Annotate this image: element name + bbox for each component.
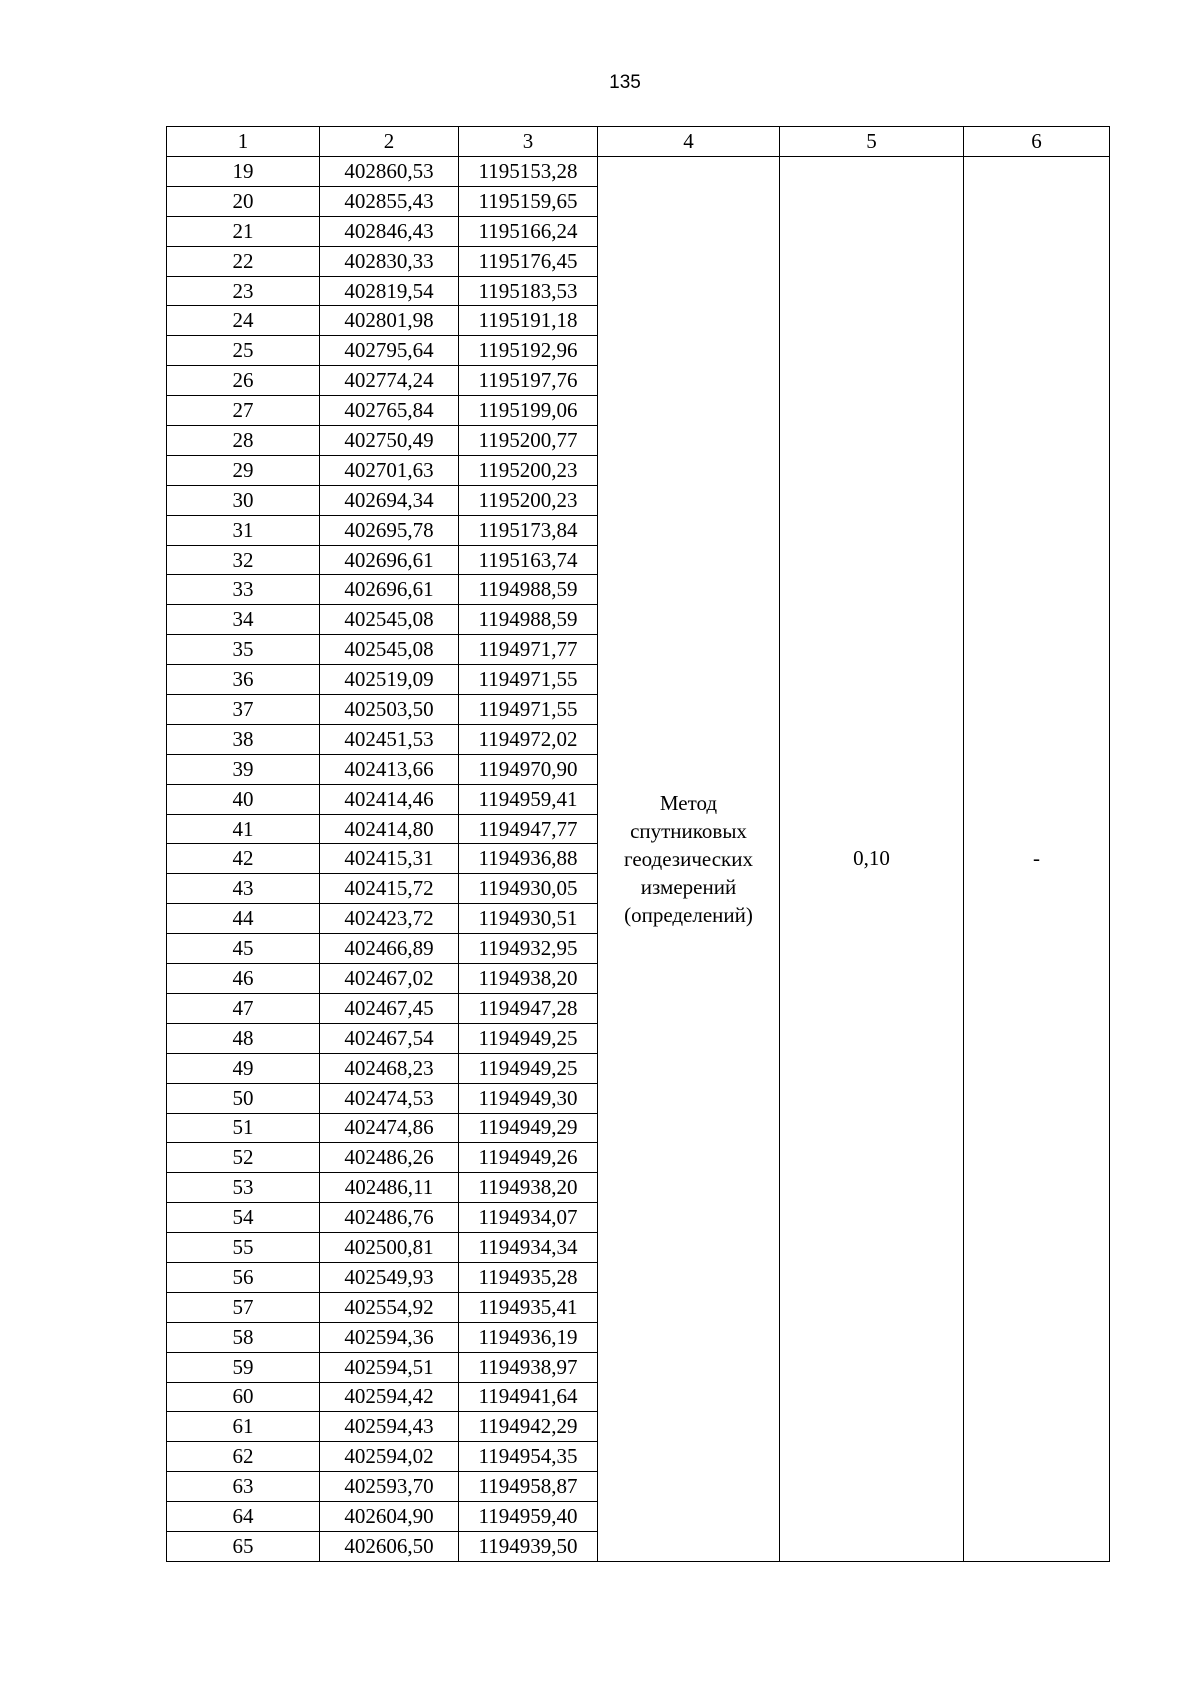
header-cell-4: 4 xyxy=(598,127,780,157)
point-number-cell: 32 xyxy=(167,545,320,575)
coordinate-y-cell: 1194942,29 xyxy=(459,1412,598,1442)
point-number-cell: 65 xyxy=(167,1531,320,1561)
coordinate-y-cell: 1194936,19 xyxy=(459,1322,598,1352)
coordinate-y-cell: 1195163,74 xyxy=(459,545,598,575)
coordinate-x-cell: 402549,93 xyxy=(320,1262,459,1292)
coordinate-x-cell: 402451,53 xyxy=(320,724,459,754)
coordinate-y-cell: 1194935,28 xyxy=(459,1262,598,1292)
coordinate-x-cell: 402554,92 xyxy=(320,1292,459,1322)
coordinate-x-cell: 402503,50 xyxy=(320,695,459,725)
coordinate-x-cell: 402486,11 xyxy=(320,1173,459,1203)
coordinate-x-cell: 402415,31 xyxy=(320,844,459,874)
point-number-cell: 53 xyxy=(167,1173,320,1203)
coordinate-y-cell: 1195200,77 xyxy=(459,426,598,456)
point-number-cell: 34 xyxy=(167,605,320,635)
method-line: Метод xyxy=(659,790,718,815)
accuracy-cell: 0,10 xyxy=(780,157,964,1562)
point-number-cell: 40 xyxy=(167,784,320,814)
point-number-cell: 58 xyxy=(167,1322,320,1352)
point-number-cell: 44 xyxy=(167,904,320,934)
point-number-cell: 22 xyxy=(167,246,320,276)
coordinate-y-cell: 1194938,20 xyxy=(459,1173,598,1203)
coordinate-x-cell: 402500,81 xyxy=(320,1233,459,1263)
header-cell-5: 5 xyxy=(780,127,964,157)
page-number: 135 xyxy=(609,72,641,93)
point-number-cell: 64 xyxy=(167,1502,320,1532)
coordinate-x-cell: 402819,54 xyxy=(320,276,459,306)
coordinate-y-cell: 1195153,28 xyxy=(459,157,598,187)
point-number-cell: 41 xyxy=(167,814,320,844)
coordinate-x-cell: 402594,02 xyxy=(320,1442,459,1472)
coordinate-x-cell: 402423,72 xyxy=(320,904,459,934)
coordinate-y-cell: 1194939,50 xyxy=(459,1531,598,1561)
coordinate-y-cell: 1194932,95 xyxy=(459,934,598,964)
coordinate-y-cell: 1195199,06 xyxy=(459,396,598,426)
point-number-cell: 57 xyxy=(167,1292,320,1322)
point-number-cell: 25 xyxy=(167,336,320,366)
coordinate-x-cell: 402774,24 xyxy=(320,366,459,396)
point-number-cell: 43 xyxy=(167,874,320,904)
coordinate-y-cell: 1194949,25 xyxy=(459,1053,598,1083)
point-number-cell: 45 xyxy=(167,934,320,964)
point-number-cell: 59 xyxy=(167,1352,320,1382)
point-number-cell: 63 xyxy=(167,1472,320,1502)
point-number-cell: 26 xyxy=(167,366,320,396)
coordinate-y-cell: 1194988,59 xyxy=(459,575,598,605)
coordinates-table xyxy=(166,126,1110,1562)
coordinate-x-cell: 402860,53 xyxy=(320,157,459,187)
point-number-cell: 33 xyxy=(167,575,320,605)
coordinate-y-cell: 1194949,26 xyxy=(459,1143,598,1173)
point-number-cell: 56 xyxy=(167,1262,320,1292)
coordinate-y-cell: 1194949,25 xyxy=(459,1023,598,1053)
point-number-cell: 52 xyxy=(167,1143,320,1173)
coordinate-x-cell: 402545,08 xyxy=(320,605,459,635)
point-number-cell: 35 xyxy=(167,635,320,665)
coordinate-x-cell: 402750,49 xyxy=(320,426,459,456)
point-number-cell: 48 xyxy=(167,1023,320,1053)
point-number-cell: 23 xyxy=(167,276,320,306)
coordinate-y-cell: 1195200,23 xyxy=(459,485,598,515)
coordinate-y-cell: 1194954,35 xyxy=(459,1442,598,1472)
column-6-cell: - xyxy=(964,157,1110,1562)
coordinate-y-cell: 1194947,77 xyxy=(459,814,598,844)
coordinate-x-cell: 402696,61 xyxy=(320,545,459,575)
point-number-cell: 28 xyxy=(167,426,320,456)
coordinate-y-cell: 1194959,41 xyxy=(459,784,598,814)
point-number-cell: 49 xyxy=(167,1053,320,1083)
coordinate-y-cell: 1194988,59 xyxy=(459,605,598,635)
coordinate-y-cell: 1194970,90 xyxy=(459,754,598,784)
coordinate-x-cell: 402604,90 xyxy=(320,1502,459,1532)
coordinate-y-cell: 1194938,20 xyxy=(459,964,598,994)
coordinate-x-cell: 402846,43 xyxy=(320,216,459,246)
coordinate-y-cell: 1194959,40 xyxy=(459,1502,598,1532)
point-number-cell: 47 xyxy=(167,993,320,1023)
coordinate-x-cell: 402606,50 xyxy=(320,1531,459,1561)
point-number-cell: 20 xyxy=(167,186,320,216)
coordinate-x-cell: 402594,51 xyxy=(320,1352,459,1382)
coordinate-y-cell: 1194971,55 xyxy=(459,665,598,695)
method-cell xyxy=(598,157,780,1562)
coordinate-x-cell: 402486,76 xyxy=(320,1203,459,1233)
coordinate-x-cell: 402696,61 xyxy=(320,575,459,605)
point-number-cell: 61 xyxy=(167,1412,320,1442)
coordinate-y-cell: 1195176,45 xyxy=(459,246,598,276)
coordinate-x-cell: 402467,54 xyxy=(320,1023,459,1053)
coordinate-y-cell: 1194958,87 xyxy=(459,1472,598,1502)
point-number-cell: 51 xyxy=(167,1113,320,1143)
coordinate-x-cell: 402593,70 xyxy=(320,1472,459,1502)
coordinate-x-cell: 402795,64 xyxy=(320,336,459,366)
coordinate-x-cell: 402474,53 xyxy=(320,1083,459,1113)
coordinate-x-cell: 402468,23 xyxy=(320,1053,459,1083)
point-number-cell: 46 xyxy=(167,964,320,994)
point-number-cell: 54 xyxy=(167,1203,320,1233)
coordinate-y-cell: 1194938,97 xyxy=(459,1352,598,1382)
coordinate-x-cell: 402486,26 xyxy=(320,1143,459,1173)
coordinate-x-cell: 402594,36 xyxy=(320,1322,459,1352)
point-number-cell: 31 xyxy=(167,515,320,545)
header-cell-6: 6 xyxy=(964,127,1110,157)
coordinate-y-cell: 1194971,77 xyxy=(459,635,598,665)
coordinate-x-cell: 402830,33 xyxy=(320,246,459,276)
coordinate-x-cell: 402474,86 xyxy=(320,1113,459,1143)
coordinate-x-cell: 402467,02 xyxy=(320,964,459,994)
point-number-cell: 36 xyxy=(167,665,320,695)
point-number-cell: 30 xyxy=(167,485,320,515)
point-number-cell: 62 xyxy=(167,1442,320,1472)
point-number-cell: 29 xyxy=(167,455,320,485)
coordinate-x-cell: 402801,98 xyxy=(320,306,459,336)
coordinate-y-cell: 1195183,53 xyxy=(459,276,598,306)
coordinate-y-cell: 1194949,30 xyxy=(459,1083,598,1113)
point-number-cell: 42 xyxy=(167,844,320,874)
coordinate-x-cell: 402466,89 xyxy=(320,934,459,964)
point-number-cell: 21 xyxy=(167,216,320,246)
coordinate-y-cell: 1194936,88 xyxy=(459,844,598,874)
table-row xyxy=(167,157,1110,187)
coordinate-y-cell: 1195191,18 xyxy=(459,306,598,336)
method-line: спутниковых xyxy=(630,818,747,843)
point-number-cell: 50 xyxy=(167,1083,320,1113)
coordinate-y-cell: 1194972,02 xyxy=(459,724,598,754)
coordinate-y-cell: 1195197,76 xyxy=(459,366,598,396)
coordinate-x-cell: 402701,63 xyxy=(320,455,459,485)
point-number-cell: 38 xyxy=(167,724,320,754)
table-body xyxy=(167,157,1110,1562)
coordinate-x-cell: 402413,66 xyxy=(320,754,459,784)
coordinate-y-cell: 1194930,05 xyxy=(459,874,598,904)
coordinate-y-cell: 1194941,64 xyxy=(459,1382,598,1412)
coordinate-y-cell: 1195200,23 xyxy=(459,455,598,485)
coordinate-x-cell: 402855,43 xyxy=(320,186,459,216)
point-number-cell: 37 xyxy=(167,695,320,725)
header-cell-1: 1 xyxy=(167,127,320,157)
header-cell-3: 3 xyxy=(459,127,598,157)
method-line: (определений) xyxy=(624,902,753,927)
coordinate-x-cell: 402594,43 xyxy=(320,1412,459,1442)
point-number-cell: 60 xyxy=(167,1382,320,1412)
coordinate-y-cell: 1194971,55 xyxy=(459,695,598,725)
coordinate-y-cell: 1195192,96 xyxy=(459,336,598,366)
coordinate-y-cell: 1194934,34 xyxy=(459,1233,598,1263)
coordinate-x-cell: 402765,84 xyxy=(320,396,459,426)
point-number-cell: 19 xyxy=(167,157,320,187)
coordinate-x-cell: 402414,46 xyxy=(320,784,459,814)
coordinate-x-cell: 402414,80 xyxy=(320,814,459,844)
coordinate-y-cell: 1194949,29 xyxy=(459,1113,598,1143)
header-row xyxy=(167,127,1110,157)
coordinate-y-cell: 1195159,65 xyxy=(459,186,598,216)
coordinate-x-cell: 402467,45 xyxy=(320,993,459,1023)
method-line: измерений xyxy=(640,874,737,899)
coordinate-x-cell: 402694,34 xyxy=(320,485,459,515)
point-number-cell: 39 xyxy=(167,754,320,784)
method-line: геодезических xyxy=(623,846,753,871)
coordinate-y-cell: 1194934,07 xyxy=(459,1203,598,1233)
header-cell-2: 2 xyxy=(320,127,459,157)
coordinate-x-cell: 402415,72 xyxy=(320,874,459,904)
coordinate-y-cell: 1194935,41 xyxy=(459,1292,598,1322)
point-number-cell: 55 xyxy=(167,1233,320,1263)
coordinate-x-cell: 402545,08 xyxy=(320,635,459,665)
coordinate-y-cell: 1195166,24 xyxy=(459,216,598,246)
point-number-cell: 27 xyxy=(167,396,320,426)
point-number-cell: 24 xyxy=(167,306,320,336)
coordinate-y-cell: 1194947,28 xyxy=(459,993,598,1023)
coordinate-y-cell: 1194930,51 xyxy=(459,904,598,934)
coordinate-x-cell: 402594,42 xyxy=(320,1382,459,1412)
coordinate-x-cell: 402695,78 xyxy=(320,515,459,545)
coordinate-x-cell: 402519,09 xyxy=(320,665,459,695)
coordinate-y-cell: 1195173,84 xyxy=(459,515,598,545)
